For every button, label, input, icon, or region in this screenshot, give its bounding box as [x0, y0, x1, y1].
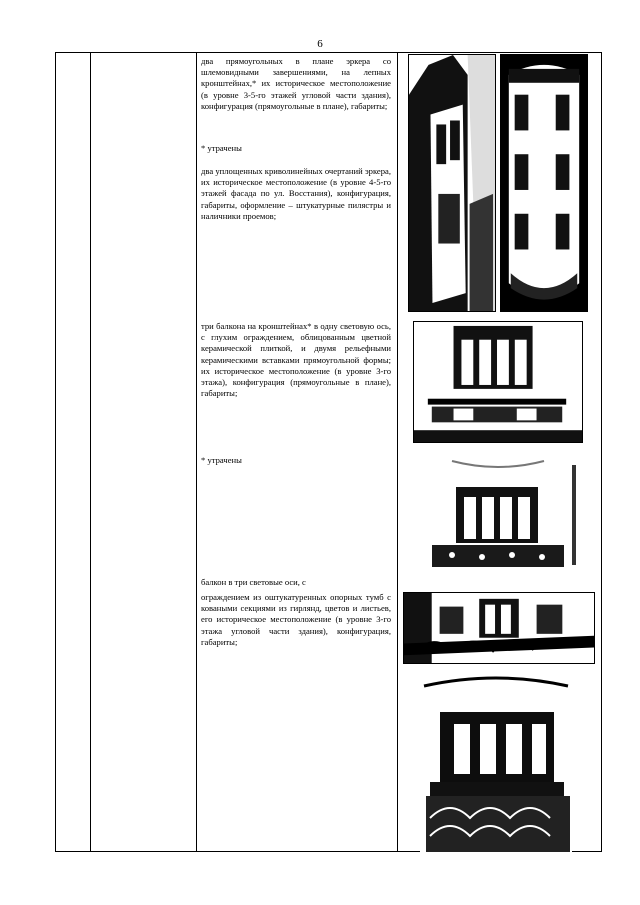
photo-corner-balcony: [403, 592, 595, 664]
photo-curved-bay-window: [500, 54, 588, 312]
column-divider: [196, 53, 197, 851]
photo-corner-balcony-detail: [420, 668, 572, 852]
paragraph-curved-bay-windows: два уплощенных криволинейных очертаний эркера, их историческое местоположение (в уровне 4-5-го этажей фасада по ул. Восстания), конфигурация, габариты, оформление – штукатурные пилястры и наличники проемов;: [201, 166, 391, 221]
paragraph-corner-balcony: ограждением из оштукатуренных опорных тумб с коваными секциями из гирлянд, цветов и листьев, его историческое местоположение (в уровне 3-го этажа угловой части здания), конфигурация, габариты;: [201, 592, 391, 647]
page-number: 6: [317, 38, 323, 50]
paragraph-bay-windows: два прямоугольных в плане эркера со шлемовидными завершениями, на лепных кронштейнах,* их историческое местоположение (в уровне 3-5-го этажей угловой части здания), конфигурация (прямоугольные в плане), габариты;: [201, 56, 391, 111]
photo-tiled-balcony: [413, 321, 583, 443]
photo-corner-bay-window: [408, 54, 496, 312]
paragraph-balcony-intro: балкон в три световые оси, с: [201, 577, 306, 587]
note-lost-1: * утрачены: [201, 143, 242, 153]
paragraph-three-balconies: три балкона на кронштейнах* в одну световую ось, с глухим ограждением, облицованным цветной керамической плиткой, и двумя рельефными керамическими вставками прямоугольной формы; их историческое местоположение (в уровне 3-го этажа), конфигурация (прямоугольные в плане), габариты;: [201, 321, 391, 399]
column-divider: [90, 53, 91, 851]
photo-balcony-flowers: [412, 455, 584, 580]
column-divider: [397, 53, 398, 851]
note-lost-2: * утрачены: [201, 455, 242, 465]
